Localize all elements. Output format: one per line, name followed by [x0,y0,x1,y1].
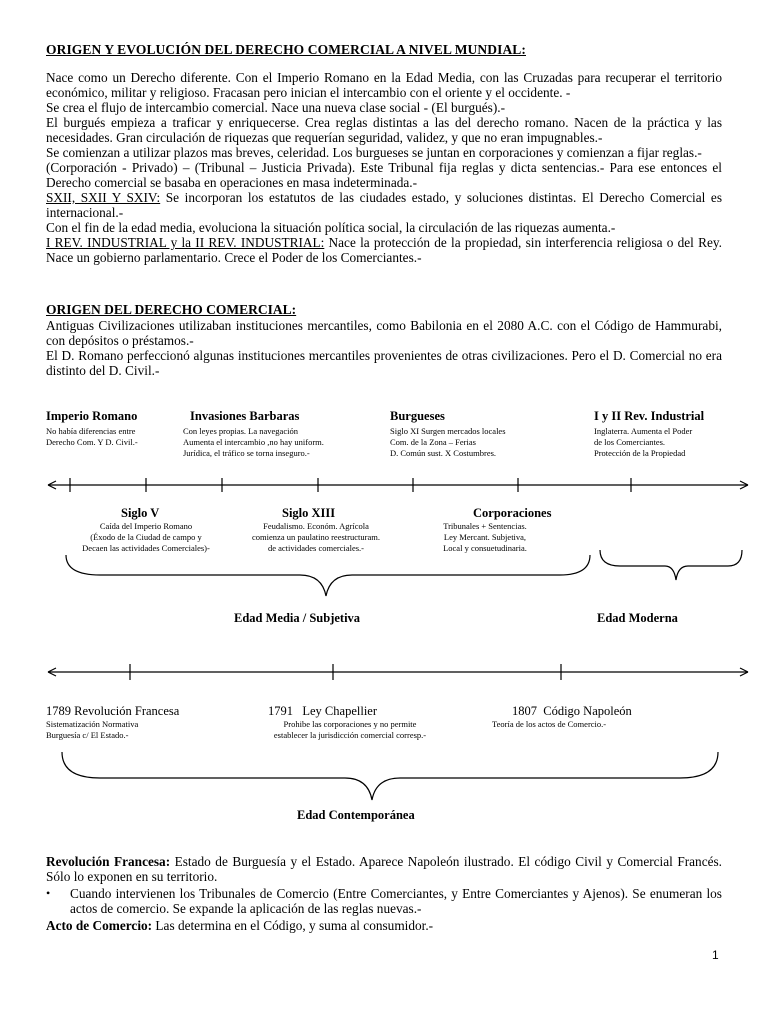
section2-title: ORIGEN DEL DERECHO COMERCIAL: [46,302,297,317]
edad-media-paragraph: Con el fin de la edad media, evoluciona la situación política social, la circulación de las riquezas aumenta.- [46,220,616,235]
tl1-burgueses-desc [390,426,506,459]
rev-francesa-text: Estado de Burguesía y el Estado. Aparece Napoleón ilustrado. El código Civil y Comercial Francés. Sólo lo exponen en su territorio. [46,854,722,884]
bullet-item [46,886,722,916]
tl1-corporaciones-line-1: Tribunales + Sentencias. [443,521,527,531]
tl1-siglo-v-title: Siglo V [121,506,160,520]
timeline1-axis [48,478,748,492]
tl1-siglo-xiii-desc [236,521,396,554]
rev-label: I REV. INDUSTRIAL y la II REV. INDUSTRIAL: [46,235,325,250]
acto-comercio-label: Acto de Comercio: [46,918,153,933]
tl1-rev-industrial-line-2: de los Comerciantes. [594,437,666,447]
tl2-rev-francesa-title: 1789 Revolución Francesa [46,704,180,718]
tl1-burgueses-line-3: D. Común sust. X Costumbres. [390,448,497,458]
intro-paragraph-5: (Corporación - Privado) – (Tribunal – Justicia Privada). Este Tribunal fija reglas y dicta sentencias.- Para ese entonces el Derecho comercial se basaba en operaciones en masa indeterminada.- [46,160,722,190]
intro-paragraph-2: Se crea el flujo de intercambio comercial. Nace una nueva clase social - (El burgués).- [46,100,506,115]
tl1-burgueses-line-1: Siglo XI Surgen mercados locales [390,426,506,436]
tl1-corporaciones-line-2: Ley Mercant. Subjetiva, [443,532,527,542]
tl1-invasiones-line-2: Aumenta el intercambio ,no hay uniform. [183,437,324,447]
era-edad-contemporanea: Edad Contemporánea [297,808,415,822]
era-edad-media: Edad Media / Subjetiva [234,611,361,625]
page-number: 1 [712,948,719,962]
tl2-rev-francesa-line-1: Sistematización Normativa [46,719,139,729]
tl2-ley-chapellier-title: 1791 Ley Chapellier [268,704,377,718]
tl1-rev-industrial-line-1: Inglaterra. Aumenta el Poder [594,426,693,436]
tl1-invasiones-line-1: Con leyes propias. La navegación [183,426,298,436]
tl2-codigo-napoleon-desc [492,719,606,730]
tl1-imperio-romano-desc [46,426,138,448]
tl2-rev-francesa-desc [46,719,138,741]
tl2-codigo-napoleon-line-1: Teoría de los actos de Comercio.- [492,719,607,729]
tl2-codigo-napoleon-title: 1807 Código Napoleón [512,704,632,718]
sxii-label: SXII, SXII Y SXIV: [46,190,161,205]
tl1-siglo-v-desc [56,521,236,554]
tl1-invasiones-line-3: Jurídica, el tráfico se torna inseguro.- [183,448,310,458]
tl1-rev-industrial-line-3: Protección de la Propiedad [594,448,686,458]
tl1-corporaciones-title: Corporaciones [473,506,552,520]
bullet-icon: • [46,886,51,900]
section2-paragraph-2: El D. Romano perfeccionó algunas instituciones mercantiles provenientes de otras civilizaciones. Pero el D. Comercial no era distinto del D. Civil.- [46,348,722,378]
brace-edad-contemporanea [62,752,718,800]
sxii-text: Se incorporan los estatutos de las ciudades estado, y soluciones distintas. El Derecho Comercial es internacional.- [46,190,722,220]
tl1-siglo-xiii-title: Siglo XIII [282,506,336,520]
tl1-siglo-xiii-line-2: comienza un paulatino reestructuram. [252,532,380,542]
tl1-imperio-romano-title: Imperio Romano [46,409,138,423]
tl2-rev-francesa-line-2: Burguesía c/ El Estado.- [46,730,129,740]
tl1-siglo-xiii-line-3: de actividades comerciales.- [267,543,365,553]
acto-comercio-text: Las determina en el Código, y suma al consumidor.- [152,918,434,933]
rev-francesa-paragraph [46,854,722,884]
tl2-ley-chapellier-line-2: establecer la jurisdicción comercial corresp.- [273,730,427,740]
tl1-siglo-v-line-3: Decaen las actividades Comerciales)- [82,543,210,553]
tl1-imperio-romano-line-1: No había diferencias entre [46,426,136,436]
tl1-invasiones-desc [183,426,324,459]
acto-comercio-paragraph [46,918,722,933]
tl1-rev-industrial-title: I y II Rev. Industrial [594,409,705,423]
brace-edad-media [66,555,590,596]
tl1-invasiones-title: Invasiones Barbaras [190,409,300,423]
bullet-text: Cuando intervienen los Tribunales de Comercio (Entre Comerciantes, y Entre Comerciantes y Ajenos). Se enumeran los actos de comercio. Se expande la aplicación de las reglas nuevas.- [70,886,722,916]
tl2-ley-chapellier-line-1: Prohibe las corporaciones y no permite [283,719,417,729]
rev-francesa-label: Revolución Francesa: [46,854,171,869]
tl1-siglo-v-line-1: Caída del Imperio Romano [99,521,193,531]
tl1-rev-industrial-desc [594,426,692,459]
tl1-imperio-romano-line-2: Derecho Com. Y D. Civil.- [46,437,138,447]
rev-text: Nace la protección de la propiedad, sin interferencia religiosa o del Rey. Nace un gobierno parlamentario. Crece el Poder de los Comerciantes.- [46,235,722,265]
tl1-siglo-xiii-line-1: Feudalismo. Económ. Agrícola [263,521,369,531]
tl1-corporaciones-desc [420,521,550,554]
intro-paragraph-4: Se comienzan a utilizar plazos mas breves, celeridad. Los burgueses se juntan en corporaciones y comienzan a fijar reglas.- [46,145,702,160]
era-edad-moderna: Edad Moderna [597,611,678,625]
timeline2-axis [48,664,748,680]
tl1-corporaciones-line-3: Local y consuetudinaria. [443,543,527,553]
document-title: ORIGEN Y EVOLUCIÓN DEL DERECHO COMERCIAL A NIVEL MUNDIAL: [46,42,526,57]
intro-paragraph-1: Nace como un Derecho diferente. Con el Imperio Romano en la Edad Media, con las Cruzadas para recuperar el territorio económico, militar y religioso. Fracasan pero inician el intercambio con el oriente y el occidente. - [46,70,722,100]
brace-edad-moderna [600,550,742,580]
tl1-burgueses-title: Burgueses [390,409,445,423]
section2-paragraph-1: Antiguas Civilizaciones utilizaban instituciones mercantiles, como Babilonia en el 2080 A.C. con el Código de Hammurabi, con depósitos o préstamos.- [46,318,722,348]
intro-paragraph-3: El burgués empieza a traficar y enriquecerse. Crea reglas distintas a las del derecho romano. Nacen de la práctica y las necesidades. Gran circulación de riquezas que requerían seguridad, validez, y que no eran impugnables.- [46,115,722,145]
tl1-burgueses-line-2: Com. de la Zona – Ferias [390,437,476,447]
tl1-siglo-v-line-2: (Éxodo de la Ciudad de campo y [90,532,202,542]
tl2-ley-chapellier-desc [250,719,450,741]
